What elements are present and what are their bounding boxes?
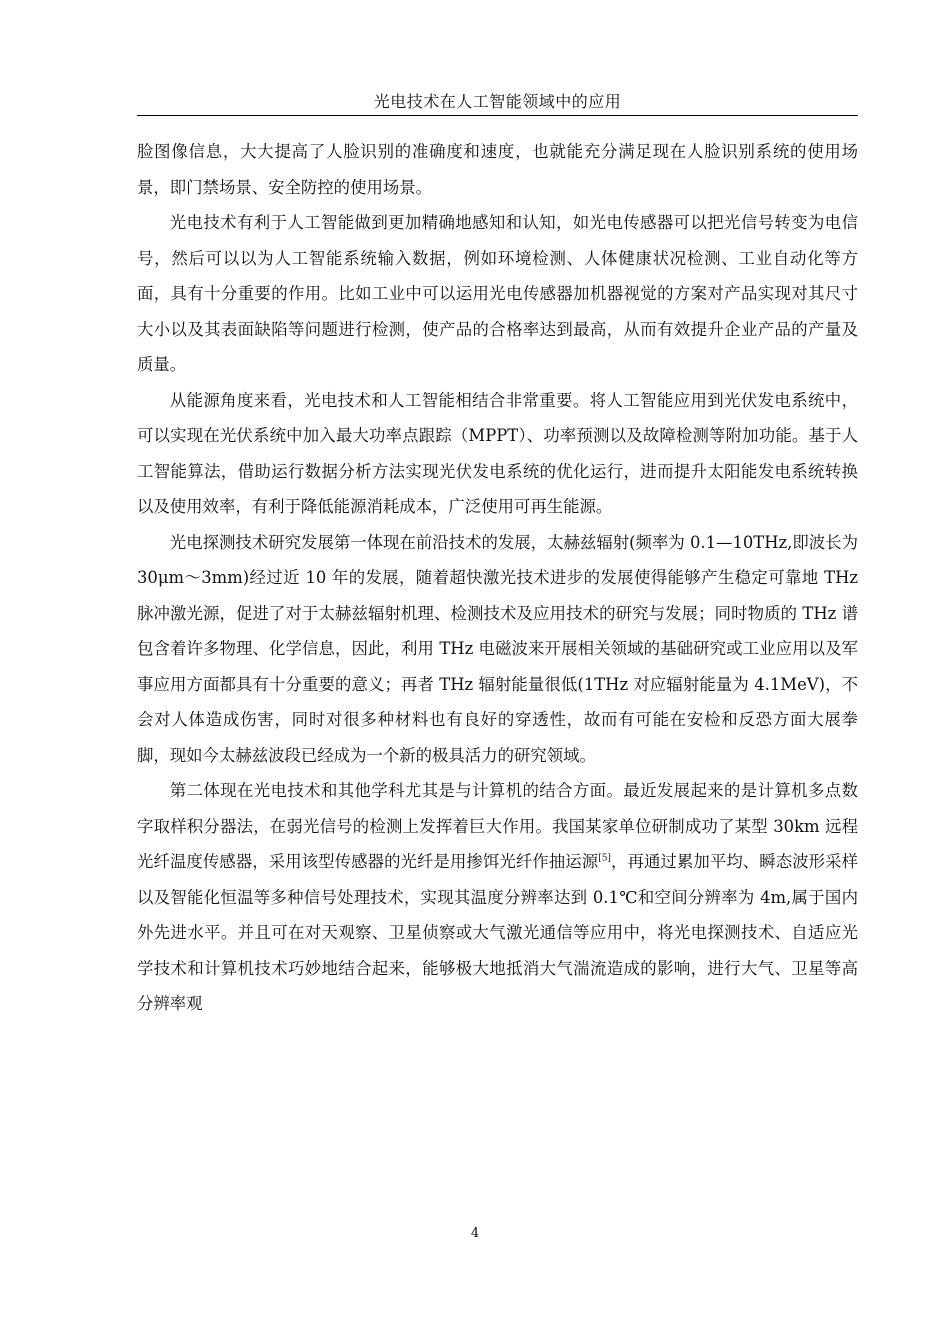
page-header-title: 光电技术在人工智能领域中的应用 (373, 92, 622, 111)
paragraph-5-text-end: ，再通过累加平均、瞬态波形采样以及智能化恒温等多种信号处理技术，实现其温度分辨率达到 0.1℃和空间分辨率为 4m,属于国内外先进水平。并且可在对天观察、卫星侦察或大气激光通信等应用中，将光电探测技术、自适应光学技术和计算机技术巧妙地结合起来，能够极大地抵消大气湍流造成的影响，进行大气、卫星等高分辨率观 (137, 852, 859, 1013)
paragraph-1: 脸图像信息，大大提高了人脸识别的准确度和速度，也就能充分满足现在人脸识别系统的使用场景，即门禁场景、安全防控的使用场景。 (137, 142, 858, 197)
paragraph-5-text-start: 第二体现在光电技术和其他学科尤其是与计算机的结合方面。最近发展起来的是计算机多点数字取样积分器法，在弱光信号的检测上发挥着巨大作用。我国某家单位研制成功了某型 30km 远程光纤温度传感器，采用该型传感器的光纤是用掺饵光纤作抽运源 (137, 781, 858, 871)
body-text (137, 134, 858, 1022)
header-divider (137, 115, 858, 116)
paragraph-2: 光电技术有利于人工智能做到更加精确地感知和认知，如光电传感器可以把光信号转变为电信号，然后可以以为人工智能系统输入数据，例如环境检测、人体健康状况检测、工业自动化等方面，具有十分重要的作用。比如工业中可以运用光电传感器加机器视觉的方案对产品实现对其尺寸大小以及其表面缺陷等问题进行检测，使产品的合格率达到最高，从而有效提升企业产品的产量及质量。 (137, 213, 858, 374)
paragraph-5 (137, 773, 858, 1022)
paragraph-4: 光电探测技术研究发展第一体现在前沿技术的发展，太赫兹辐射(频率为 0.1—10THz,即波长为 30μm～3mm)经过近 10 年的发展，随着超快激光技术进步的发展使得能够产生稳定可靠地 THz 脉冲激光源，促进了对于太赫兹辐射机理、检测技术及应用技术的研究与发展；同时物质的 THz 谱包含着许多物理、化学信息，因此，利用 THz 电磁波来开展相关领域的基础研究或工业应用以及军事应用方面都具有十分重要的意义；再者 THz 辐射能量很低(1THz 对应辐射能量为 4.1MeV)，不会对人体造成伤害，同时对很多种材料也有良好的穿透性，故而有可能在安检和反恐方面大展拳脚，现如今太赫兹波段已经成为一个新的极具活力的研究领域。 (137, 532, 858, 765)
paragraph-3: 从能源角度来看，光电技术和人工智能相结合非常重要。将人工智能应用到光伏发电系统中，可以实现在光伏系统中加入最大功率点跟踪（MPPT）、功率预测以及故障检测等附加功能。基于人工智能算法，借助运行数据分析方法实现光伏发电系统的优化运行，进而提升太阳能发电系统转换以及使用效率，有利于降低能源消耗成本，广泛使用可再生能源。 (137, 390, 858, 516)
citation-reference[interactable]: [5] (598, 853, 611, 864)
page-number: 4 (470, 1226, 480, 1241)
